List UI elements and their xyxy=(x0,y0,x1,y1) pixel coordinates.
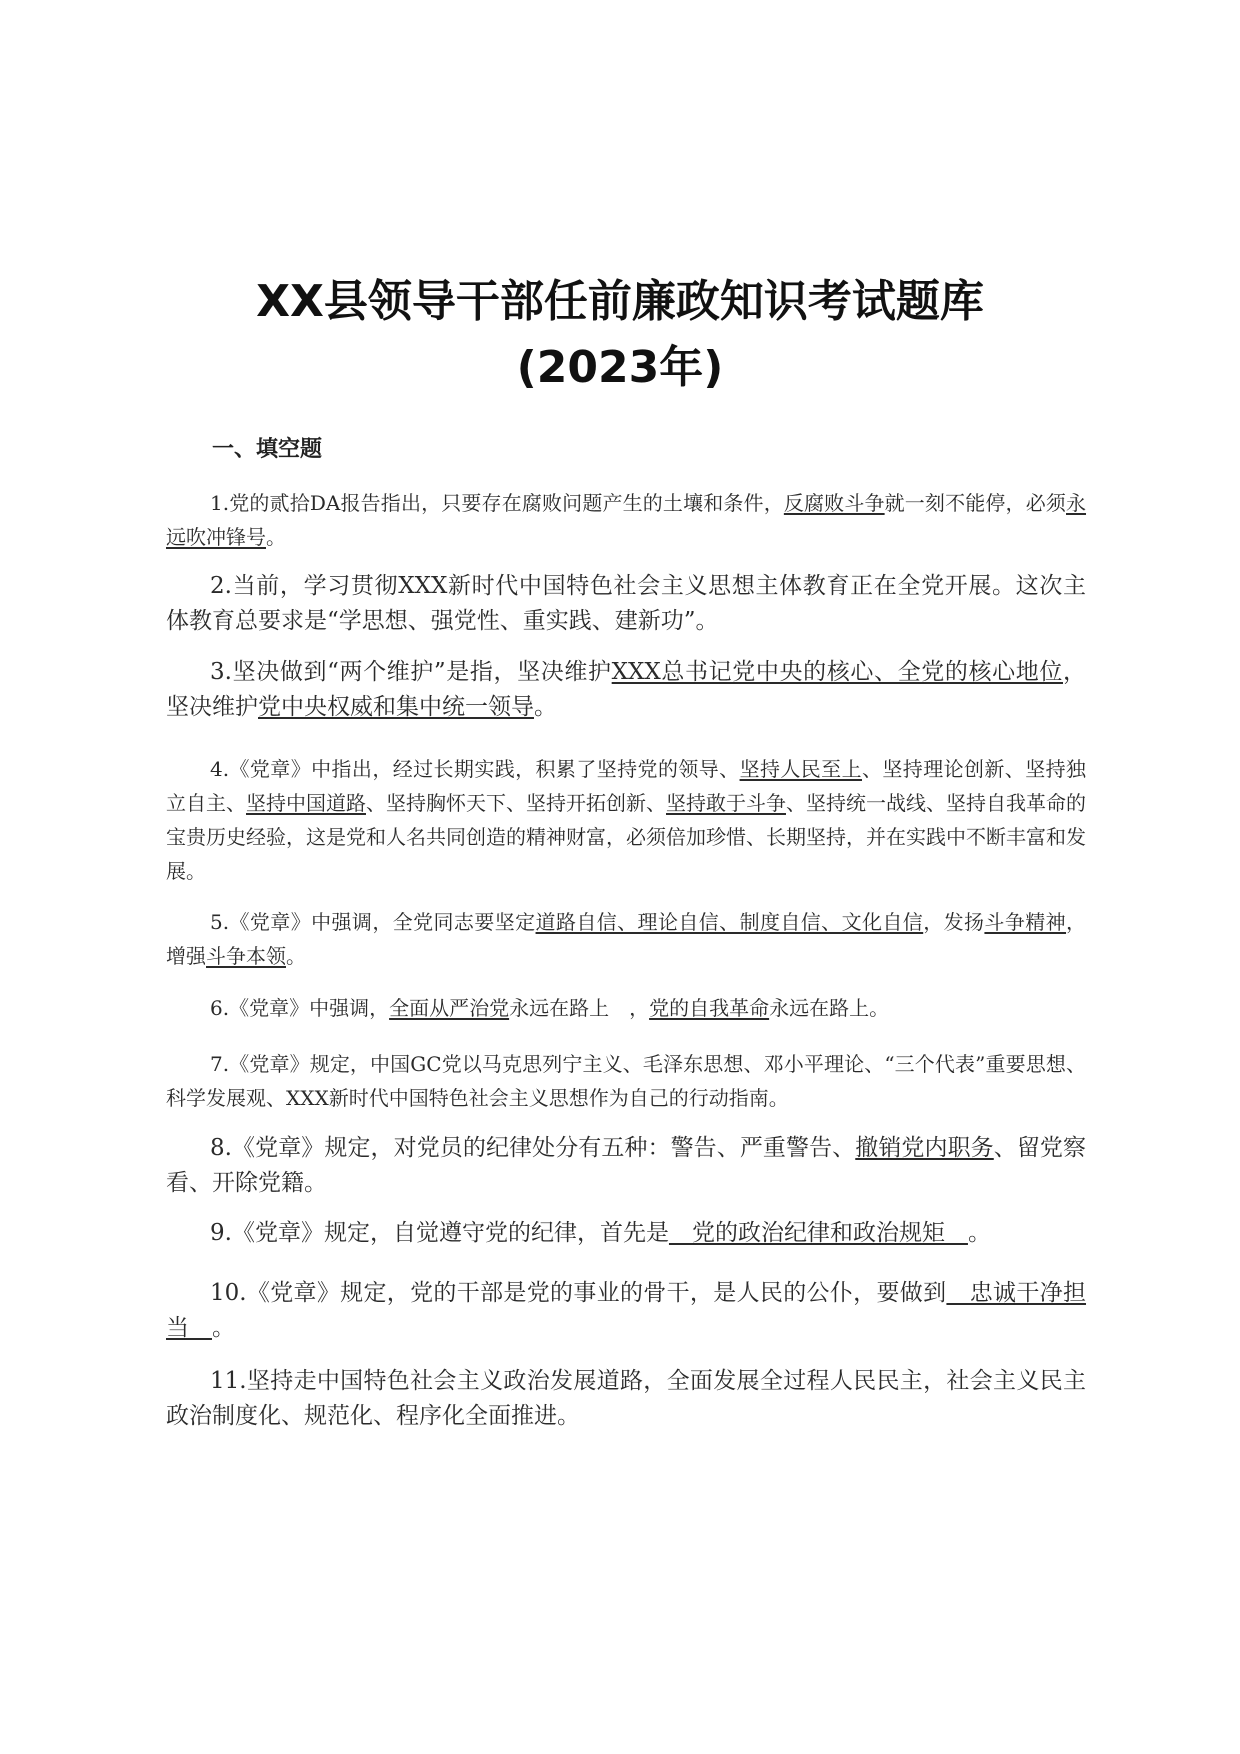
question-number: 1. xyxy=(210,491,230,515)
question-1 xyxy=(166,486,1086,554)
answer-blank: 反腐败斗争 xyxy=(783,491,885,515)
document-subtitle-year: (2023年) xyxy=(516,342,724,393)
question-9 xyxy=(166,1216,1086,1251)
question-text: 《党章》规定，对党员的纪律处分有五种：警告、严重警告、 xyxy=(231,1135,856,1161)
question-3 xyxy=(166,655,1086,725)
question-text: 党的贰拾DA报告指出，只要存在腐败问题产生的土壤和条件， xyxy=(229,491,784,515)
question-text: 《党章》中指出，经过长期实践，积累了坚持党的领导、 xyxy=(229,757,740,781)
question-text: 《党章》中强调， xyxy=(229,996,390,1020)
question-text: 、坚持胸怀天下、坚持开拓创新、 xyxy=(366,791,666,815)
question-5 xyxy=(166,905,1086,973)
question-number: 11. xyxy=(210,1368,247,1394)
answer-blank: 坚持敢于斗争 xyxy=(666,791,786,815)
question-number: 3. xyxy=(210,659,232,685)
question-text: 《党章》规定，中国GC党以马克思列宁主义、毛泽东思想、邓小平理论、“三个代表”重要思想、科学发展观、XXX新时代中国特色社会主义思想作为自己的行动指南。 xyxy=(166,1052,1086,1110)
question-number: 7. xyxy=(210,1052,230,1076)
section-heading: 一、填空题 xyxy=(212,437,323,462)
question-text: ，坚决维护 xyxy=(166,659,1086,720)
answer-blank: 坚持人民至上 xyxy=(739,757,862,781)
question-7 xyxy=(166,1047,1086,1115)
question-number: 6. xyxy=(210,996,230,1020)
answer-blank: 撤销党内职务 xyxy=(855,1135,994,1161)
question-2 xyxy=(166,569,1086,639)
answer-blank: 全面从严治党 xyxy=(389,996,510,1020)
question-text: 。 xyxy=(266,525,286,549)
question-text: 《党章》中强调，全党同志要坚定 xyxy=(229,910,536,934)
question-text: 《党章》规定，党的干部是党的事业的骨干，是人民的公仆，要做到 xyxy=(246,1280,947,1306)
question-text: 坚决做到“两个维护”是指，坚决维护 xyxy=(231,659,612,685)
answer-blank: 忠诚干净担当 xyxy=(166,1280,1087,1341)
question-number: 4. xyxy=(210,757,230,781)
answer-blank: 斗争精神 xyxy=(984,910,1067,934)
question-11 xyxy=(166,1364,1086,1434)
question-text: 永远在路上。 xyxy=(769,996,890,1020)
question-6 xyxy=(166,991,1086,1025)
question-number: 10. xyxy=(210,1280,247,1306)
question-text: 、坚持统一战线、坚持自我革命的宝贵历史经验，这是党和人名共同创造的精神财富，必须倍加珍惜、长期坚持，并在实践中不断丰富和发展。 xyxy=(166,791,1086,883)
question-text: 、坚持理论创新、坚持独立自主、 xyxy=(166,757,1087,815)
question-text: 、留党察看、开除党籍。 xyxy=(166,1135,1087,1196)
question-text: 永远在路上 ， xyxy=(509,996,650,1020)
answer-blank: 党的政治纪律和政治规矩 xyxy=(668,1220,968,1246)
question-10 xyxy=(166,1276,1086,1346)
document-title: XX县领导干部任前廉政知识考试题库 xyxy=(256,276,984,327)
answer-blank: 坚持中国道路 xyxy=(246,791,366,815)
question-text: 《党章》规定，自觉遵守党的纪律，首先是 xyxy=(231,1220,669,1246)
question-text: 。 xyxy=(967,1220,991,1246)
answer-blank: 党中央权威和集中统一领导 xyxy=(258,694,534,720)
question-text: 就一刻不能停，必须 xyxy=(884,491,1067,515)
question-number: 2. xyxy=(210,573,232,599)
question-number: 8. xyxy=(210,1135,232,1161)
question-text: 。 xyxy=(534,694,557,720)
answer-blank: 永远吹冲锋号 xyxy=(166,491,1087,549)
answer-blank: XXX总书记党中央的核心、全党的核心地位 xyxy=(611,659,1063,685)
answer-blank: 斗争本领 xyxy=(206,944,286,968)
question-number: 5. xyxy=(210,910,230,934)
question-8 xyxy=(166,1131,1086,1201)
question-4 xyxy=(166,752,1086,888)
answer-blank: 党的自我革命 xyxy=(649,996,770,1020)
question-text: ，增强 xyxy=(166,910,1087,968)
answer-blank: 道路自信、理论自信、制度自信、文化自信 xyxy=(535,910,924,934)
question-text: 。 xyxy=(286,944,306,968)
question-text: ，发扬 xyxy=(923,910,985,934)
question-text: 当前，学习贯彻XXX新时代中国特色社会主义思想主体教育正在全党开展。这次主体教育总要求是“学思想、强党性、重实践、建新功”。 xyxy=(166,573,1086,634)
question-text: 坚持走中国特色社会主义政治发展道路，全面发展全过程人民民主，社会主义民主政治制度化、规范化、程序化全面推进。 xyxy=(166,1368,1086,1429)
question-number: 9. xyxy=(210,1220,232,1246)
question-text: 。 xyxy=(212,1315,235,1341)
